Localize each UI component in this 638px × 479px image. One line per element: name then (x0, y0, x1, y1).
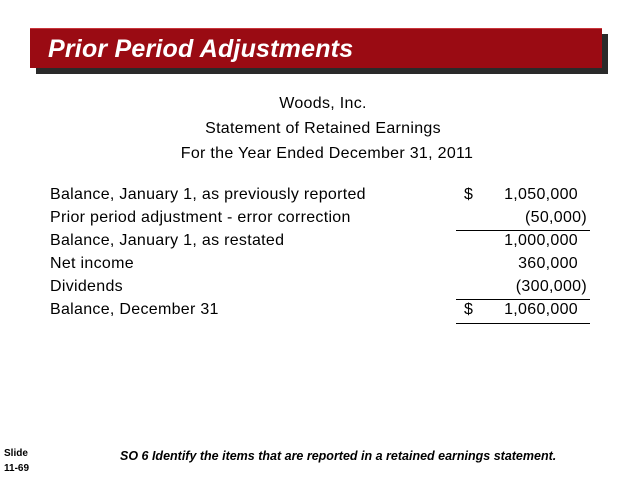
row-dollar-sign: $ (464, 186, 474, 203)
slide-number-label (4, 446, 29, 476)
slide-title: Prior Period Adjustments (48, 35, 354, 63)
row-label: Balance, January 1, as restated (50, 232, 285, 249)
statement-period: For the Year Ended December 31, 2011 (180, 145, 474, 162)
statement-row-ending-balance (0, 301, 638, 323)
statement-row-prior-period-adjustment (0, 209, 638, 231)
row-amount: 360,000 (518, 255, 578, 272)
slide-label-number: 11-69 (4, 463, 30, 474)
statement-row-net-income (0, 255, 638, 277)
row-label: Prior period adjustment - error correction (50, 209, 351, 226)
row-dollar-sign: $ (464, 301, 474, 318)
row-label: Net income (50, 255, 134, 272)
row-amount: 1,050,000 (504, 186, 578, 203)
subtotal-underline (456, 230, 590, 231)
row-label: Dividends (50, 278, 123, 295)
learning-objective-footer: SO 6 Identify the items that are reported in a retained earnings statement. (120, 449, 557, 463)
statement-row-beginning-balance (0, 186, 638, 208)
statement-name: Statement of Retained Earnings (205, 120, 441, 137)
row-amount: 1,060,000 (504, 301, 578, 318)
statement-row-restated-balance (0, 232, 638, 254)
row-label: Balance, January 1, as previously reported (50, 186, 366, 203)
row-amount: 1,000,000 (504, 232, 578, 249)
statement-row-dividends (0, 278, 638, 300)
double-underline-top (456, 323, 590, 324)
company-name: Woods, Inc. (279, 95, 367, 112)
row-amount: (300,000) (515, 278, 587, 295)
row-amount: (50,000) (525, 209, 587, 226)
total-underline (456, 299, 590, 300)
title-bar (30, 28, 602, 68)
slide-label-word: Slide (4, 448, 28, 459)
row-label: Balance, December 31 (50, 301, 219, 318)
